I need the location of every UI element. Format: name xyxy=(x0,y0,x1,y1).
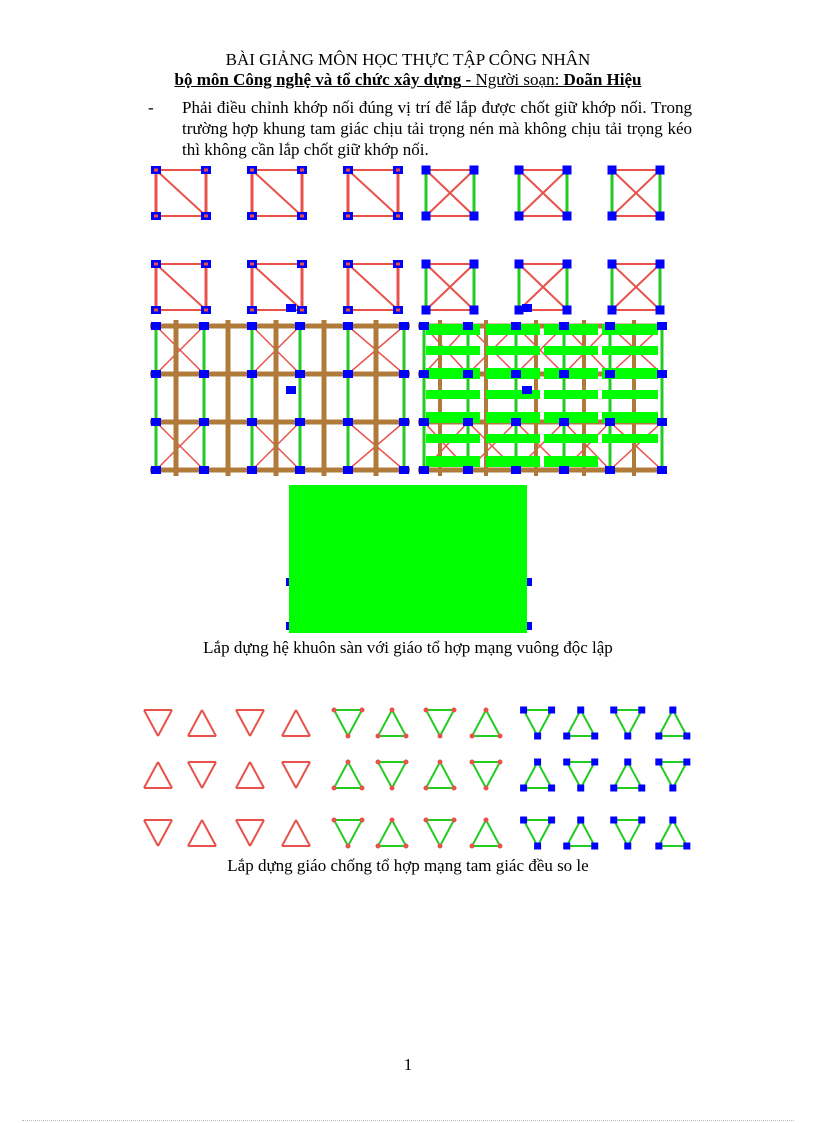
frame-node-pin xyxy=(346,169,350,172)
frame-brace xyxy=(252,264,302,310)
triangle-node xyxy=(548,785,555,792)
triangle-node xyxy=(624,733,631,740)
triangle-member xyxy=(486,820,500,846)
grid-node xyxy=(247,418,257,426)
triangle-member xyxy=(538,710,552,736)
frame-node-pin xyxy=(300,309,304,312)
grid-node xyxy=(463,418,473,426)
triangle-member xyxy=(250,762,264,788)
triangle-member xyxy=(524,820,538,846)
subtitle-separator: - xyxy=(461,70,476,89)
triangle-member xyxy=(158,710,172,736)
triangle-member xyxy=(628,762,642,788)
frame-node xyxy=(422,306,431,315)
grid-node xyxy=(463,466,473,474)
triangle-node xyxy=(669,785,676,792)
frame-node-pin xyxy=(250,263,254,266)
triangle-node xyxy=(638,785,645,792)
frame-node xyxy=(563,260,572,269)
triangle-member xyxy=(250,710,264,736)
grid-node xyxy=(605,418,615,426)
triangle-joint xyxy=(498,734,503,739)
triangle-member xyxy=(472,710,486,736)
triangle-node xyxy=(638,707,645,714)
triangle-joint xyxy=(376,760,381,765)
triangle-node xyxy=(520,707,527,714)
frame-node xyxy=(422,212,431,221)
triangle-member xyxy=(486,762,500,788)
triangle-member xyxy=(426,762,440,788)
triangle-node xyxy=(624,843,631,850)
triangle-member xyxy=(426,820,440,846)
author-name: Doãn Hiệu xyxy=(563,70,642,89)
frame-node xyxy=(656,306,665,315)
grid-node xyxy=(463,322,473,330)
triangle-node xyxy=(563,759,570,766)
grid-node xyxy=(657,418,667,426)
formwork-panel xyxy=(602,346,658,355)
formwork-panel xyxy=(544,456,598,467)
triangle-node xyxy=(610,707,617,714)
triangle-joint xyxy=(424,818,429,823)
frame-node xyxy=(470,212,479,221)
triangle-member xyxy=(486,710,500,736)
triangle-member xyxy=(567,820,581,846)
triangle-member xyxy=(538,762,552,788)
triangle-member xyxy=(581,762,595,788)
frame-node-pin xyxy=(154,263,158,266)
instruction-paragraph: Phải điều chỉnh khớp nối đúng vị trí để lắp được chốt giữ khớp nối. Trong trường hợp khung tam giác chịu tải trọng nén mà không chịu tải trọng kéo thì không cần lắp chốt giữ khớp nối. xyxy=(182,98,692,159)
triangle-node xyxy=(655,843,662,850)
frame-brace xyxy=(156,170,206,216)
triangle-joint xyxy=(332,818,337,823)
triangle-joint xyxy=(346,844,351,849)
grid-node xyxy=(295,466,305,474)
triangle-joint xyxy=(424,786,429,791)
triangle-member xyxy=(348,710,362,736)
triangle-member xyxy=(348,762,362,788)
frame-node-pin xyxy=(300,169,304,172)
formwork-panel xyxy=(602,434,658,443)
grid-node xyxy=(511,418,521,426)
triangle-joint xyxy=(452,786,457,791)
triangle-member xyxy=(144,762,158,788)
triangle-member xyxy=(581,710,595,736)
triangle-member xyxy=(158,820,172,846)
grid-node xyxy=(151,418,161,426)
author-label: Người soạn: xyxy=(475,70,564,89)
grid-node xyxy=(463,370,473,378)
triangle-member xyxy=(202,762,216,788)
triangle-member xyxy=(614,820,628,846)
triangle-joint xyxy=(360,708,365,713)
frame-node-pin xyxy=(396,215,400,218)
grid-node xyxy=(343,370,353,378)
triangle-member xyxy=(236,820,250,846)
triangle-member xyxy=(567,762,581,788)
triangle-member xyxy=(614,710,628,736)
triangle-node xyxy=(655,759,662,766)
triangle-member xyxy=(378,710,392,736)
triangle-member xyxy=(426,710,440,736)
triangle-member xyxy=(348,820,362,846)
grid-node xyxy=(199,370,209,378)
triangle-joint xyxy=(360,818,365,823)
formwork-panel xyxy=(426,434,480,443)
department-name: bộ môn Công nghệ và tổ chức xây dựng xyxy=(174,70,462,89)
triangle-joint xyxy=(376,844,381,849)
triangle-joint xyxy=(390,708,395,713)
triangle-joint xyxy=(484,818,489,823)
triangle-member xyxy=(202,820,216,846)
formwork-panel xyxy=(544,434,598,443)
triangle-joint xyxy=(346,760,351,765)
grid-node xyxy=(151,370,161,378)
frame-node xyxy=(470,306,479,315)
triangle-member xyxy=(296,762,310,788)
frame-node xyxy=(608,306,617,315)
grid-node xyxy=(559,322,569,330)
triangle-member xyxy=(296,710,310,736)
grid-node xyxy=(657,466,667,474)
grid-node xyxy=(419,370,429,378)
triangle-node xyxy=(577,817,584,824)
page-bottom-divider xyxy=(22,1120,794,1121)
frame-node xyxy=(656,260,665,269)
frame-node-pin xyxy=(300,263,304,266)
triangle-member xyxy=(524,762,538,788)
frame-node-pin xyxy=(396,263,400,266)
triangle-node xyxy=(520,817,527,824)
triangle-joint xyxy=(438,734,443,739)
triangle-joint xyxy=(332,786,337,791)
triangle-joint xyxy=(484,708,489,713)
frame-node xyxy=(515,212,524,221)
triangle-member xyxy=(628,820,642,846)
square-scaffold-figure xyxy=(140,160,680,640)
triangle-joint xyxy=(332,708,337,713)
deck-node xyxy=(522,386,532,394)
triangle-member xyxy=(673,710,687,736)
grid-node xyxy=(151,466,161,474)
deck-node xyxy=(522,304,532,312)
grid-node xyxy=(199,466,209,474)
triangle-node xyxy=(591,759,598,766)
grid-node xyxy=(247,322,257,330)
grid-node xyxy=(511,466,521,474)
grid-node xyxy=(605,322,615,330)
grid-node xyxy=(295,370,305,378)
grid-node xyxy=(247,466,257,474)
grid-node xyxy=(399,370,409,378)
triangle-member xyxy=(188,762,202,788)
triangle-member xyxy=(250,820,264,846)
triangle-node xyxy=(610,817,617,824)
square-scaffold-caption: Lắp dựng hệ khuôn sàn với giáo tổ hợp mạng vuông độc lập xyxy=(203,638,613,657)
formwork-panel xyxy=(486,346,540,355)
frame-node xyxy=(608,260,617,269)
triangle-joint xyxy=(360,786,365,791)
triangle-member xyxy=(659,710,673,736)
page-number: 1 xyxy=(403,1055,413,1074)
frame-node-pin xyxy=(250,309,254,312)
grid-node xyxy=(559,466,569,474)
triangle-node xyxy=(563,843,570,850)
triangle-member xyxy=(614,762,628,788)
frame-node xyxy=(470,166,479,175)
frame-node xyxy=(608,166,617,175)
grid-node xyxy=(657,322,667,330)
triangle-joint xyxy=(470,844,475,849)
triangle-node xyxy=(534,759,541,766)
triangle-node xyxy=(624,759,631,766)
triangle-joint xyxy=(438,844,443,849)
grid-node xyxy=(343,322,353,330)
frame-node xyxy=(563,212,572,221)
triangle-member xyxy=(144,820,158,846)
triangle-joint xyxy=(390,786,395,791)
triangle-joint xyxy=(470,734,475,739)
frame-brace xyxy=(348,264,398,310)
grid-node xyxy=(343,418,353,426)
triangle-member xyxy=(282,710,296,736)
triangle-member xyxy=(440,710,454,736)
frame-node xyxy=(422,166,431,175)
triangle-node xyxy=(534,843,541,850)
triangle-scaffold-caption: Lắp dựng giáo chống tổ hợp mạng tam giác đều so le xyxy=(227,856,589,875)
triangle-member xyxy=(236,762,250,788)
triangle-node xyxy=(577,707,584,714)
frame-node xyxy=(563,166,572,175)
grid-node xyxy=(151,322,161,330)
triangle-node xyxy=(563,733,570,740)
frame-brace xyxy=(156,264,206,310)
grid-node xyxy=(343,466,353,474)
frame-node xyxy=(515,260,524,269)
grid-node xyxy=(605,370,615,378)
grid-node xyxy=(511,370,521,378)
grid-node xyxy=(419,418,429,426)
triangle-joint xyxy=(484,786,489,791)
grid-node xyxy=(295,418,305,426)
frame-node-pin xyxy=(204,263,208,266)
triangle-member xyxy=(440,820,454,846)
frame-brace xyxy=(348,170,398,216)
formwork-panel xyxy=(426,456,480,467)
triangle-joint xyxy=(470,760,475,765)
triangle-member xyxy=(673,762,687,788)
frame-node-pin xyxy=(204,215,208,218)
formwork-panel xyxy=(486,434,540,443)
triangle-node xyxy=(669,707,676,714)
triangle-node xyxy=(669,817,676,824)
triangle-joint xyxy=(424,708,429,713)
frame-node xyxy=(563,306,572,315)
triangle-member xyxy=(236,710,250,736)
triangle-node xyxy=(520,785,527,792)
triangle-joint xyxy=(498,844,503,849)
frame-node xyxy=(470,260,479,269)
triangle-member xyxy=(659,762,673,788)
triangle-joint xyxy=(346,734,351,739)
formwork-panel xyxy=(544,346,598,355)
triangle-node xyxy=(548,707,555,714)
formwork-deck xyxy=(289,485,527,633)
formwork-panel xyxy=(544,390,598,399)
triangle-scaffold-figure xyxy=(124,700,692,852)
grid-node xyxy=(419,466,429,474)
triangle-member xyxy=(472,762,486,788)
triangle-node xyxy=(534,733,541,740)
frame-node-pin xyxy=(154,215,158,218)
triangle-node xyxy=(683,759,690,766)
formwork-panel xyxy=(544,368,598,379)
triangle-member xyxy=(334,762,348,788)
triangle-node xyxy=(683,843,690,850)
frame-node-pin xyxy=(250,169,254,172)
triangle-node xyxy=(591,843,598,850)
frame-node-pin xyxy=(346,215,350,218)
frame-node-pin xyxy=(154,169,158,172)
formwork-panel xyxy=(602,390,658,399)
grid-node xyxy=(247,370,257,378)
deck-node xyxy=(286,386,296,394)
formwork-panel xyxy=(544,324,598,335)
formwork-panel xyxy=(544,412,598,423)
triangle-member xyxy=(334,820,348,846)
triangle-member xyxy=(524,710,538,736)
grid-node xyxy=(419,322,429,330)
triangle-member xyxy=(296,820,310,846)
triangle-joint xyxy=(390,818,395,823)
frame-node xyxy=(515,166,524,175)
triangle-member xyxy=(538,820,552,846)
document-title: BÀI GIẢNG MÔN HỌC THỰC TẬP CÔNG NHÂN xyxy=(225,50,591,69)
deck-node xyxy=(286,304,296,312)
frame-node-pin xyxy=(346,263,350,266)
formwork-panel xyxy=(426,390,480,399)
triangle-joint xyxy=(404,844,409,849)
triangle-node xyxy=(638,817,645,824)
triangle-node xyxy=(577,785,584,792)
frame-node-pin xyxy=(346,309,350,312)
triangle-member xyxy=(158,762,172,788)
triangle-joint xyxy=(438,760,443,765)
grid-node xyxy=(399,466,409,474)
triangle-joint xyxy=(498,760,503,765)
triangle-member xyxy=(282,820,296,846)
triangle-node xyxy=(548,817,555,824)
triangle-node xyxy=(683,733,690,740)
triangle-joint xyxy=(376,734,381,739)
triangle-member xyxy=(673,820,687,846)
frame-node-pin xyxy=(154,309,158,312)
bullet-marker: - xyxy=(148,98,154,117)
formwork-panel xyxy=(426,346,480,355)
formwork-panel xyxy=(486,456,540,467)
triangle-member xyxy=(378,820,392,846)
grid-node xyxy=(399,418,409,426)
triangle-member xyxy=(392,820,406,846)
grid-node xyxy=(559,418,569,426)
frame-node xyxy=(656,166,665,175)
triangle-member xyxy=(392,710,406,736)
grid-node xyxy=(605,466,615,474)
frame-node-pin xyxy=(396,169,400,172)
triangle-node xyxy=(655,733,662,740)
grid-node xyxy=(511,322,521,330)
triangle-member xyxy=(378,762,392,788)
triangle-member xyxy=(659,820,673,846)
frame-node-pin xyxy=(204,169,208,172)
frame-node-pin xyxy=(250,215,254,218)
document-subtitle xyxy=(0,70,816,90)
grid-node xyxy=(295,322,305,330)
triangle-member xyxy=(144,710,158,736)
triangle-joint xyxy=(404,760,409,765)
grid-node xyxy=(199,322,209,330)
triangle-member xyxy=(567,710,581,736)
triangle-member xyxy=(628,710,642,736)
frame-node-pin xyxy=(204,309,208,312)
frame-node xyxy=(656,212,665,221)
triangle-joint xyxy=(452,818,457,823)
frame-node-pin xyxy=(396,309,400,312)
frame-node xyxy=(608,212,617,221)
frame-brace xyxy=(252,170,302,216)
triangle-member xyxy=(202,710,216,736)
triangle-joint xyxy=(452,708,457,713)
triangle-member xyxy=(282,762,296,788)
triangle-member xyxy=(188,820,202,846)
triangle-member xyxy=(581,820,595,846)
triangle-member xyxy=(392,762,406,788)
triangle-member xyxy=(188,710,202,736)
triangle-node xyxy=(591,733,598,740)
triangle-member xyxy=(440,762,454,788)
grid-node xyxy=(399,322,409,330)
grid-node xyxy=(559,370,569,378)
triangle-member xyxy=(334,710,348,736)
triangle-member xyxy=(472,820,486,846)
grid-node xyxy=(199,418,209,426)
triangle-joint xyxy=(404,734,409,739)
frame-node-pin xyxy=(300,215,304,218)
triangle-node xyxy=(610,785,617,792)
frame-node xyxy=(422,260,431,269)
grid-node xyxy=(657,370,667,378)
